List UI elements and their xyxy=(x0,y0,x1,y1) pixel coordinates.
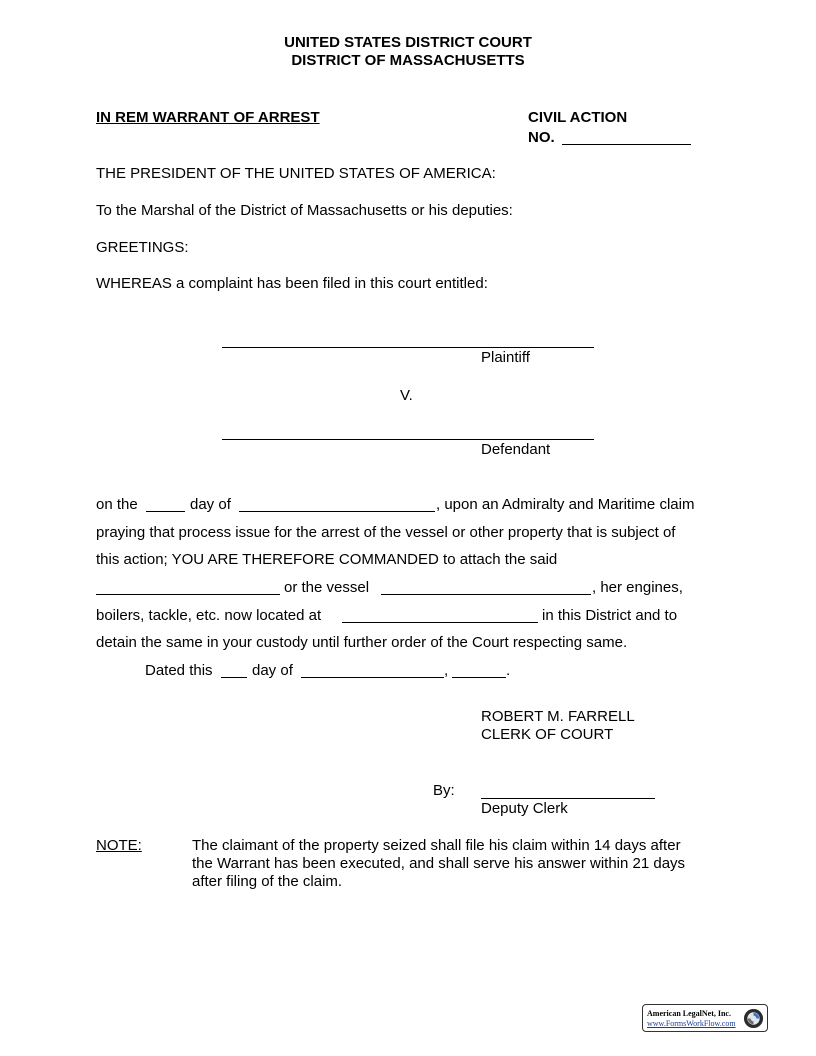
logo-url[interactable]: www.FormsWorkFlow.com xyxy=(647,1019,736,1028)
body-line-6: detain the same in your custody until further order of the Court respecting same. xyxy=(96,634,628,651)
deputy-clerk-label: Deputy Clerk xyxy=(481,800,568,817)
note-label: NOTE: xyxy=(96,837,142,854)
day-blank[interactable] xyxy=(146,511,185,512)
plaintiff-label: Plaintiff xyxy=(481,349,530,366)
dated-month-blank[interactable] xyxy=(301,677,444,678)
body-line-5-b: in this District and to xyxy=(542,607,678,624)
dated-day-of: day of xyxy=(252,662,293,679)
greetings-line: GREETINGS: xyxy=(96,239,189,256)
court-name: UNITED STATES DISTRICT COURT xyxy=(284,34,532,51)
note-line-3: after filing of the claim. xyxy=(192,873,343,890)
note-line-2: the Warrant has been executed, and shall serve his answer within 21 days xyxy=(192,855,686,872)
location-blank[interactable] xyxy=(342,622,538,623)
document-title: IN REM WARRANT OF ARREST xyxy=(96,109,320,126)
district-name: DISTRICT OF MASSACHUSETTS xyxy=(291,52,525,69)
clerk-name: ROBERT M. FARRELL xyxy=(481,708,635,725)
body-line-5-a: boilers, tackle, etc. now located at xyxy=(96,607,322,624)
body-line-2: praying that process issue for the arrest of the vessel or other property that is subject of xyxy=(96,524,676,541)
defendant-blank[interactable] xyxy=(222,439,594,440)
clerk-title: CLERK OF COURT xyxy=(481,726,614,743)
body-line-1-a: on the xyxy=(96,496,138,513)
civil-action-no-blank[interactable] xyxy=(562,144,691,145)
versus-label: V. xyxy=(400,387,413,404)
body-line-4-b: , her engines, xyxy=(592,579,683,596)
plaintiff-blank[interactable] xyxy=(222,347,594,348)
dated-label: Dated this xyxy=(145,662,213,679)
month-blank[interactable] xyxy=(239,511,435,512)
deputy-signature-blank[interactable] xyxy=(481,798,655,799)
dated-period: . xyxy=(506,662,511,679)
globe-icon xyxy=(743,1008,764,1029)
body-line-1-c: , upon an Admiralty and Maritime claim xyxy=(436,496,695,513)
whereas-line: WHEREAS a complaint has been filed in this court entitled: xyxy=(96,275,488,292)
by-label: By: xyxy=(433,782,455,799)
footer-logo[interactable] xyxy=(642,1004,768,1032)
dated-comma: , xyxy=(444,662,449,679)
property-blank[interactable] xyxy=(96,594,280,595)
civil-action-no-label: NO. xyxy=(528,129,555,146)
president-line: THE PRESIDENT OF THE UNITED STATES OF AMERICA: xyxy=(96,165,496,182)
civil-action-label: CIVIL ACTION xyxy=(528,109,628,126)
body-line-4-a: or the vessel xyxy=(284,579,370,596)
logo-company: American LegalNet, Inc. xyxy=(647,1009,731,1018)
note-line-1: The claimant of the property seized shall file his claim within 14 days after xyxy=(192,837,681,854)
marshal-line: To the Marshal of the District of Massachusetts or his deputies: xyxy=(96,202,513,219)
vessel-blank[interactable] xyxy=(381,594,591,595)
dated-year-blank[interactable] xyxy=(452,677,506,678)
dated-day-blank[interactable] xyxy=(221,677,247,678)
body-line-3: this action; YOU ARE THEREFORE COMMANDED to attach the said xyxy=(96,551,558,568)
body-line-1-b: day of xyxy=(190,496,231,513)
defendant-label: Defendant xyxy=(481,441,551,458)
